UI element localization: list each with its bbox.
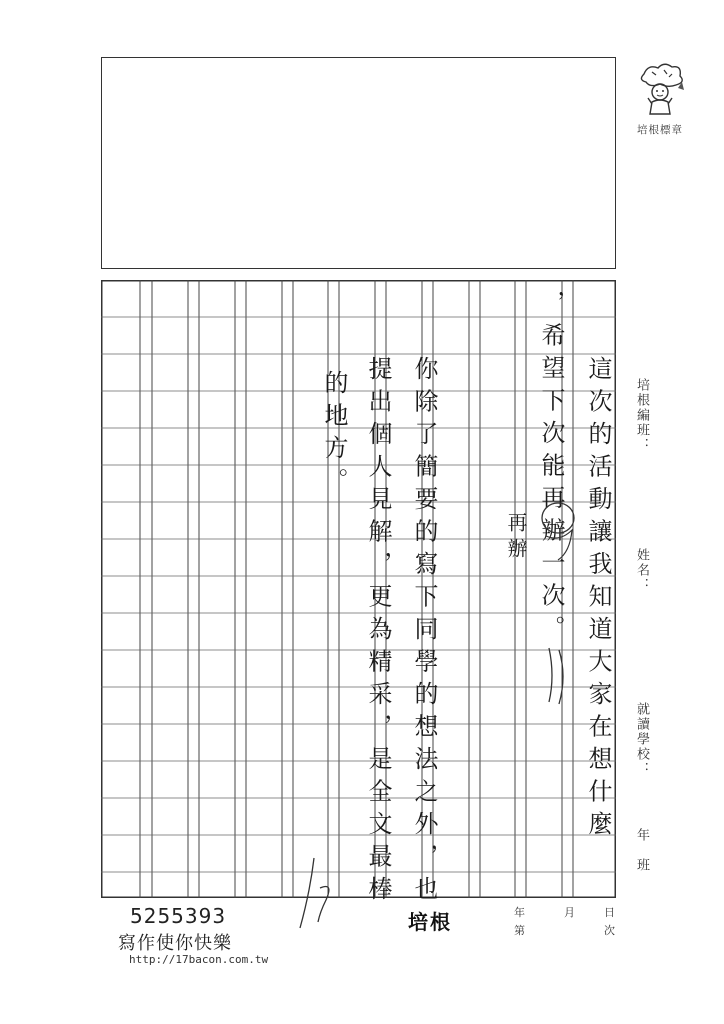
comment-column-2: 提出個人見解，更為精采，是全文最棒 <box>364 356 392 909</box>
date-day-label: 日 <box>604 906 615 919</box>
comment-box <box>101 57 616 269</box>
class-label: 培根編班： <box>634 378 649 453</box>
date-month-label: 月 <box>564 906 575 919</box>
essay-column-1: 這次的活動讓我知道大家在想什麼 <box>584 356 612 844</box>
correction-circle-mark <box>540 500 576 570</box>
school-label: 就讀學校： <box>634 702 649 777</box>
signature: 培根 <box>408 910 452 934</box>
stamp <box>630 58 690 136</box>
name-label: 姓名： <box>634 548 649 593</box>
slogan: 寫作使你快樂 <box>118 933 232 954</box>
date-year-label: 年 <box>514 906 525 919</box>
comment-column-1: 你除了簡要的寫下同學的想法之外，也 <box>410 356 438 909</box>
ordinal-prefix-label: 第 <box>514 924 525 937</box>
grade-label: 年 班 <box>634 828 649 873</box>
serial-number: 5255393 <box>130 904 227 928</box>
tick-mark <box>296 852 342 932</box>
insertion-caret-mark <box>545 646 569 706</box>
essay-insert-correction: 再辦 <box>504 512 528 564</box>
tree-mascot-icon <box>630 58 690 116</box>
essay-column-2: ，希望下次能再辦一次。 <box>537 290 565 648</box>
ordinal-suffix-label: 次 <box>604 924 615 937</box>
stamp-label: 培根標章 <box>637 124 683 136</box>
grid-column-lines <box>140 280 573 898</box>
comment-column-3: 的地方。 <box>320 370 348 500</box>
website-url: http://17bacon.com.tw <box>129 953 269 966</box>
